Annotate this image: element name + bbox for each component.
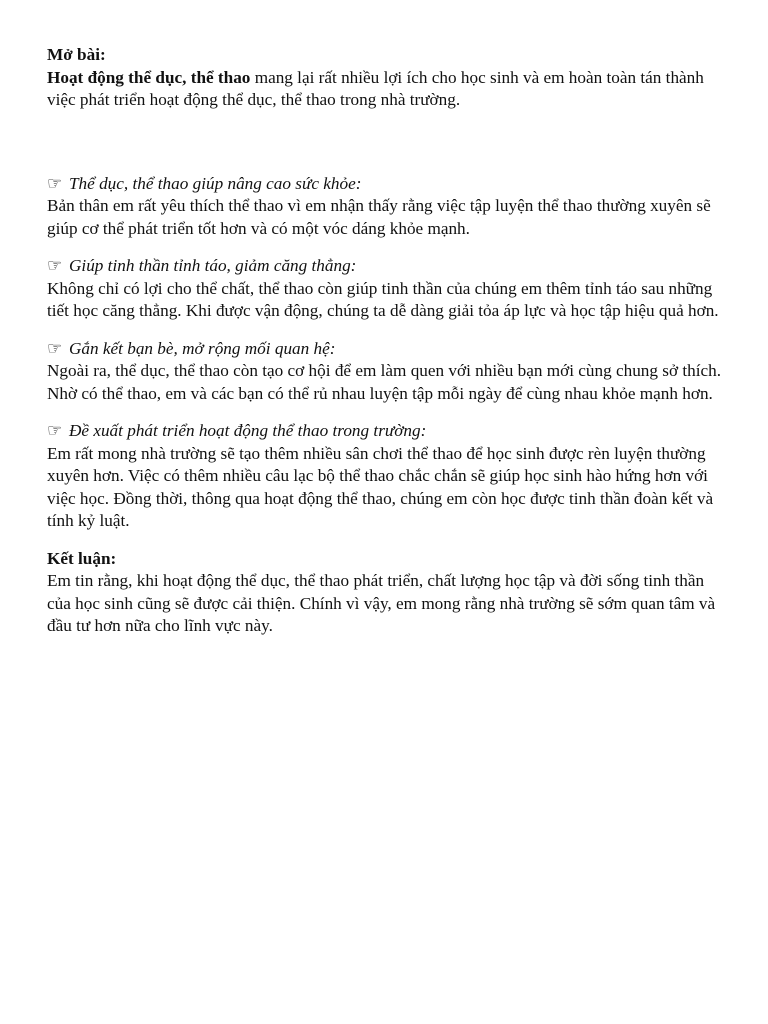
spacer (47, 323, 728, 338)
section-proposal (47, 420, 728, 533)
section-title (47, 338, 728, 361)
conclusion-text: Em tin rằng, khi hoạt động thể dục, thể thao phát triển, chất lượng học tập và đời sống tinh thần của học sinh cũng sẽ được cải thiện. Chính vì vậy, em mong rằng nhà trường sẽ sớm quan tâm và đầu tư hơn nữa cho lĩnh vực này. (47, 571, 716, 635)
pointing-hand-icon: ☞ (47, 338, 63, 358)
section-title-text: Giúp tinh thần tỉnh táo, giảm căng thẳng: (69, 256, 357, 275)
conclusion-heading: Kết luận: (47, 548, 117, 568)
pointing-hand-icon: ☞ (47, 256, 63, 275)
intro-section (47, 44, 728, 112)
section-title (47, 173, 728, 196)
section-title (47, 420, 728, 443)
section-title-text: Thể dục, thể thao giúp nâng cao sức khỏe: (69, 173, 362, 193)
spacer (47, 405, 728, 420)
section-title-text: Đề xuất phát triển hoạt động thể thao trong trường: (69, 421, 427, 440)
spacer (47, 112, 728, 173)
intro-paragraph (47, 67, 728, 112)
spacer (47, 533, 728, 548)
section-title-text: Gắn kết bạn bè, mở rộng mối quan hệ: (69, 338, 336, 358)
section-mind (47, 255, 728, 323)
conclusion-section (47, 548, 728, 638)
section-text: Bản thân em rất yêu thích thể thao vì em nhận thấy rằng việc tập luyện thể thao thường xuyên sẽ giúp cơ thể phát triển tốt hơn và có một vóc dáng khỏe mạnh. (47, 196, 711, 238)
intro-heading: Mở bài: (47, 45, 106, 64)
section-text: Không chỉ có lợi cho thể chất, thể thao còn giúp tinh thần của chúng em thêm tỉnh táo sau những tiết học căng thẳng. Khi được vận động, chúng ta dễ dàng giải tỏa áp lực và học tập hiệu quả hơn. (47, 278, 719, 320)
section-title (47, 255, 728, 278)
intro-text: mang lại rất nhiều lợi ích cho học sinh và em hoàn toàn tán thành việc phát triển hoạt động thể dục, thể thao trong nhà trường. (47, 67, 704, 109)
section-health (47, 173, 728, 241)
intro-lead: Hoạt động thể dục, thể thao (47, 67, 251, 87)
section-text: Ngoài ra, thể dục, thể thao còn tạo cơ hội để em làm quen với nhiều bạn mới cùng chung sở thích. Nhờ có thể thao, em và các bạn có thể rủ nhau luyện tập mỗi ngày để cùng nhau khỏe mạnh hơn. (47, 361, 722, 403)
section-text: Em rất mong nhà trường sẽ tạo thêm nhiều sân chơi thể thao để học sinh được rèn luyện thường xuyên hơn. Việc có thêm nhiều câu lạc bộ thể thao chắc chắn sẽ giúp học sinh hào hứng hơn với việc học. Đồng thời, thông qua hoạt động thể thao, chúng em còn học được tinh thần đoàn kết và tính kỷ luật. (47, 443, 714, 530)
section-friends (47, 338, 728, 406)
spacer (47, 240, 728, 255)
pointing-hand-icon: ☞ (47, 173, 63, 193)
pointing-hand-icon: ☞ (47, 421, 63, 440)
